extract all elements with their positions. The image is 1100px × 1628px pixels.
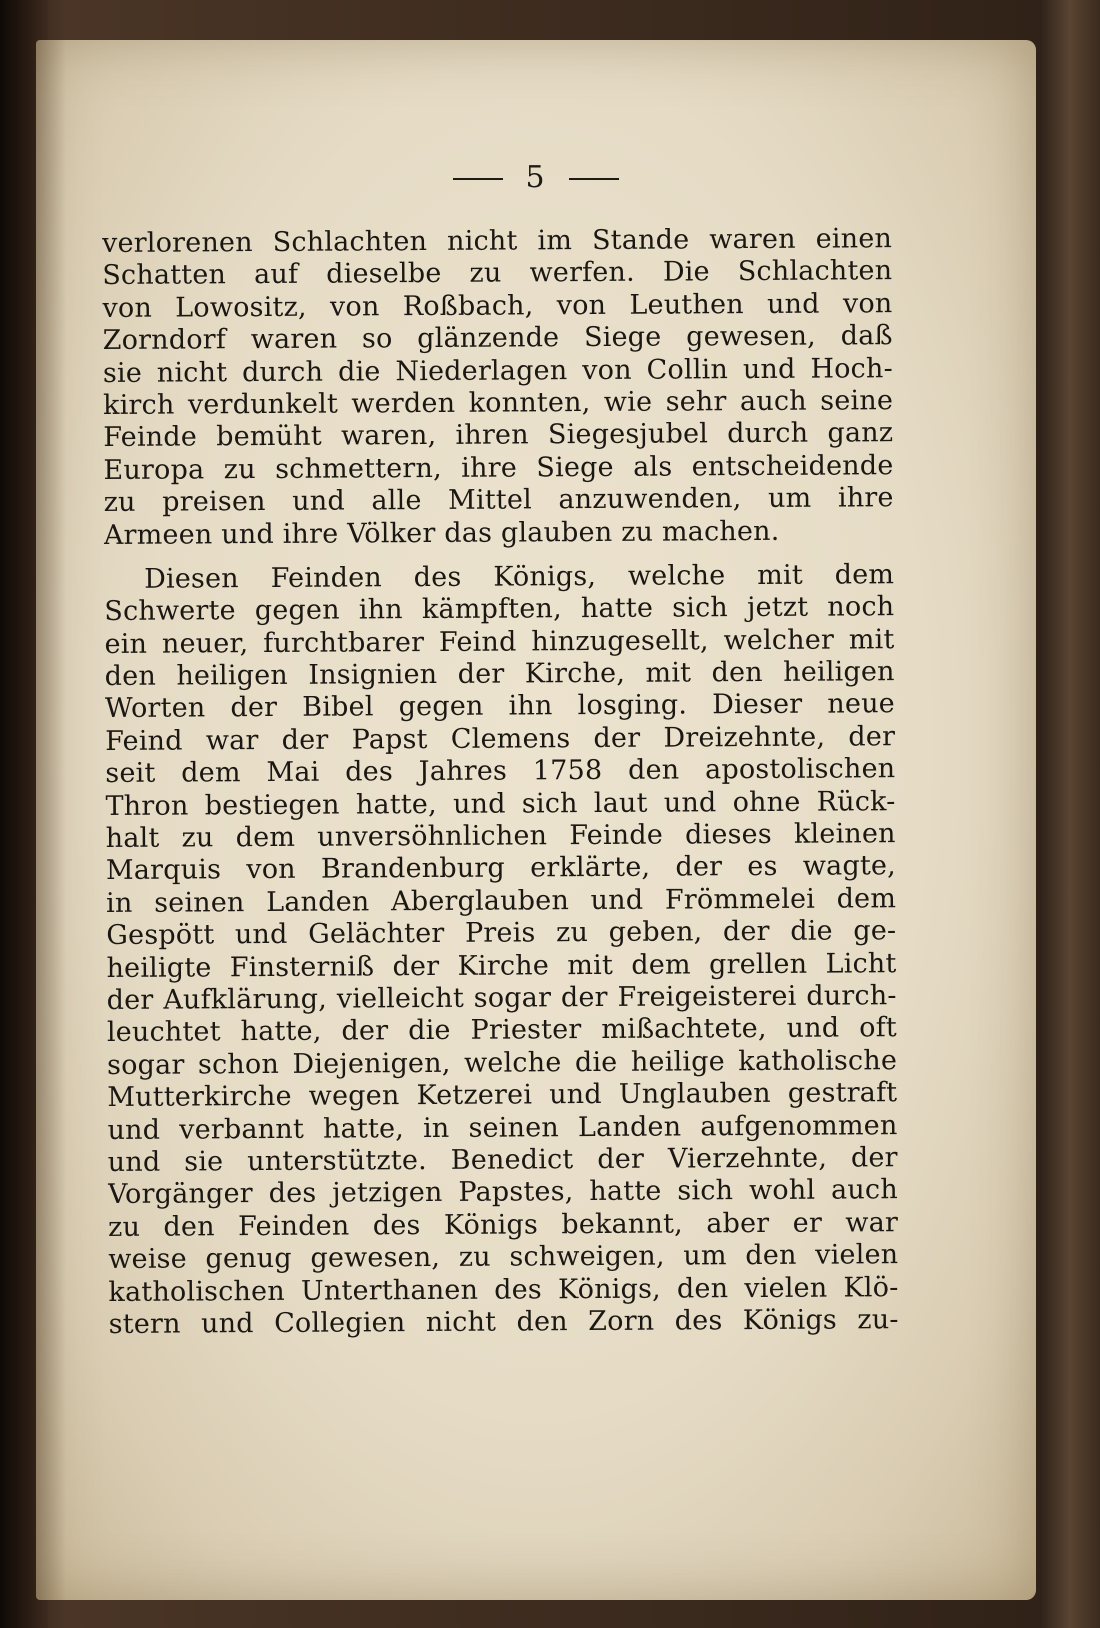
- text-line: Gespött und Gelächter Preis zu geben, der die ge-: [106, 915, 897, 952]
- text-line: der Aufklärung, vielleicht sogar der Freigeisterei durch-: [106, 980, 897, 1016]
- text-line: den heiligen Insignien der Kirche, mit den heiligen: [104, 656, 895, 693]
- text-line: weise genug gewesen, zu schweigen, um den vielen: [108, 1239, 899, 1276]
- text-line: kirch verdunkelt werden konnten, wie sehr auch seine: [102, 385, 894, 421]
- text-line: Marquis von Brandenburg erklärte, der es wagte,: [105, 850, 897, 887]
- text-line: zu den Feinden des Königs bekannt, aber er war: [108, 1206, 899, 1243]
- text-line: Feind war der Papst Clemens der Dreizehnte, der: [105, 721, 896, 757]
- text-line: und verbannt hatte, in seinen Landen aufgenommen: [107, 1109, 898, 1146]
- text-line: Europa zu schmettern, ihre Siege als entscheidende: [103, 449, 894, 486]
- text-line: Vorgänger des jetzigen Papstes, hatte sich wohl auch: [107, 1174, 898, 1211]
- text-line: Feinde bemüht waren, ihren Siegesjubel durch ganz: [103, 417, 894, 454]
- paragraph-2: [104, 559, 899, 1341]
- page-gutter-shadow: [36, 40, 66, 1600]
- text-line: verlorenen Schlachten nicht im Stande waren einen: [102, 223, 893, 259]
- text-line: Schatten auf dieselbe zu werfen. Die Schlachten: [102, 255, 893, 292]
- page-number: 5: [525, 160, 547, 195]
- book-cover-edge: [1040, 0, 1100, 1628]
- text-line: sie nicht durch die Niederlagen von Collin und Hoch-: [102, 352, 893, 389]
- text-line: leuchtet hatte, der die Priester mißachtete, und oft: [106, 1012, 897, 1049]
- text-line: zu preisen und alle Mittel anzuwenden, um ihre: [103, 482, 894, 519]
- text-line: in seinen Landen Aberglauben und Frömmelei dem: [106, 882, 897, 919]
- header-dash-right: [569, 178, 619, 180]
- book-page: [36, 40, 1036, 1600]
- text-line: Zorndorf waren so glänzende Siege gewesen, daß: [102, 320, 893, 357]
- text-line: Thron bestiegen hatte, und sich laut und ohne Rück-: [105, 785, 896, 822]
- header-dash-left: [453, 178, 503, 180]
- text-line: sogar schon Diejenigen, welche die heilige katholische: [107, 1044, 898, 1081]
- text-line: Schwerte gegen ihn kämpften, hatte sich jetzt noch: [104, 591, 895, 628]
- text-line: halt zu dem unversöhnlichen Feinde dieses kleinen: [105, 818, 896, 855]
- text-line: heiligte Finsterniß der Kirche mit dem grellen Licht: [106, 947, 897, 984]
- text-line: Mutterkirche wegen Ketzerei und Unglauben gestraft: [107, 1077, 898, 1114]
- text-line: seit dem Mai des Jahres 1758 den apostolischen: [105, 753, 896, 790]
- text-line: stern und Collegien nicht den Zorn des Königs zu-: [108, 1304, 899, 1340]
- body-text: [102, 223, 899, 1341]
- text-line: Worten der Bibel gegen ihn losging. Dieser neue: [104, 688, 896, 725]
- text-line: Diesen Feinden des Königs, welche mit dem: [144, 559, 895, 595]
- text-line: Armeen und ihre Völker das glauben zu machen.: [103, 515, 780, 551]
- text-line: katholischen Unterthanen des Königs, den vielen Klö-: [108, 1271, 899, 1308]
- text-line: und sie unterstützte. Benedict der Vierzehnte, der: [107, 1142, 898, 1178]
- text-line: ein neuer, furchtbarer Feind hinzugesellt, welcher mit: [104, 623, 895, 660]
- text-line: von Lowositz, von Roßbach, von Leuthen und von: [102, 287, 893, 324]
- paragraph-1: [102, 223, 894, 552]
- page-header: [36, 160, 1036, 195]
